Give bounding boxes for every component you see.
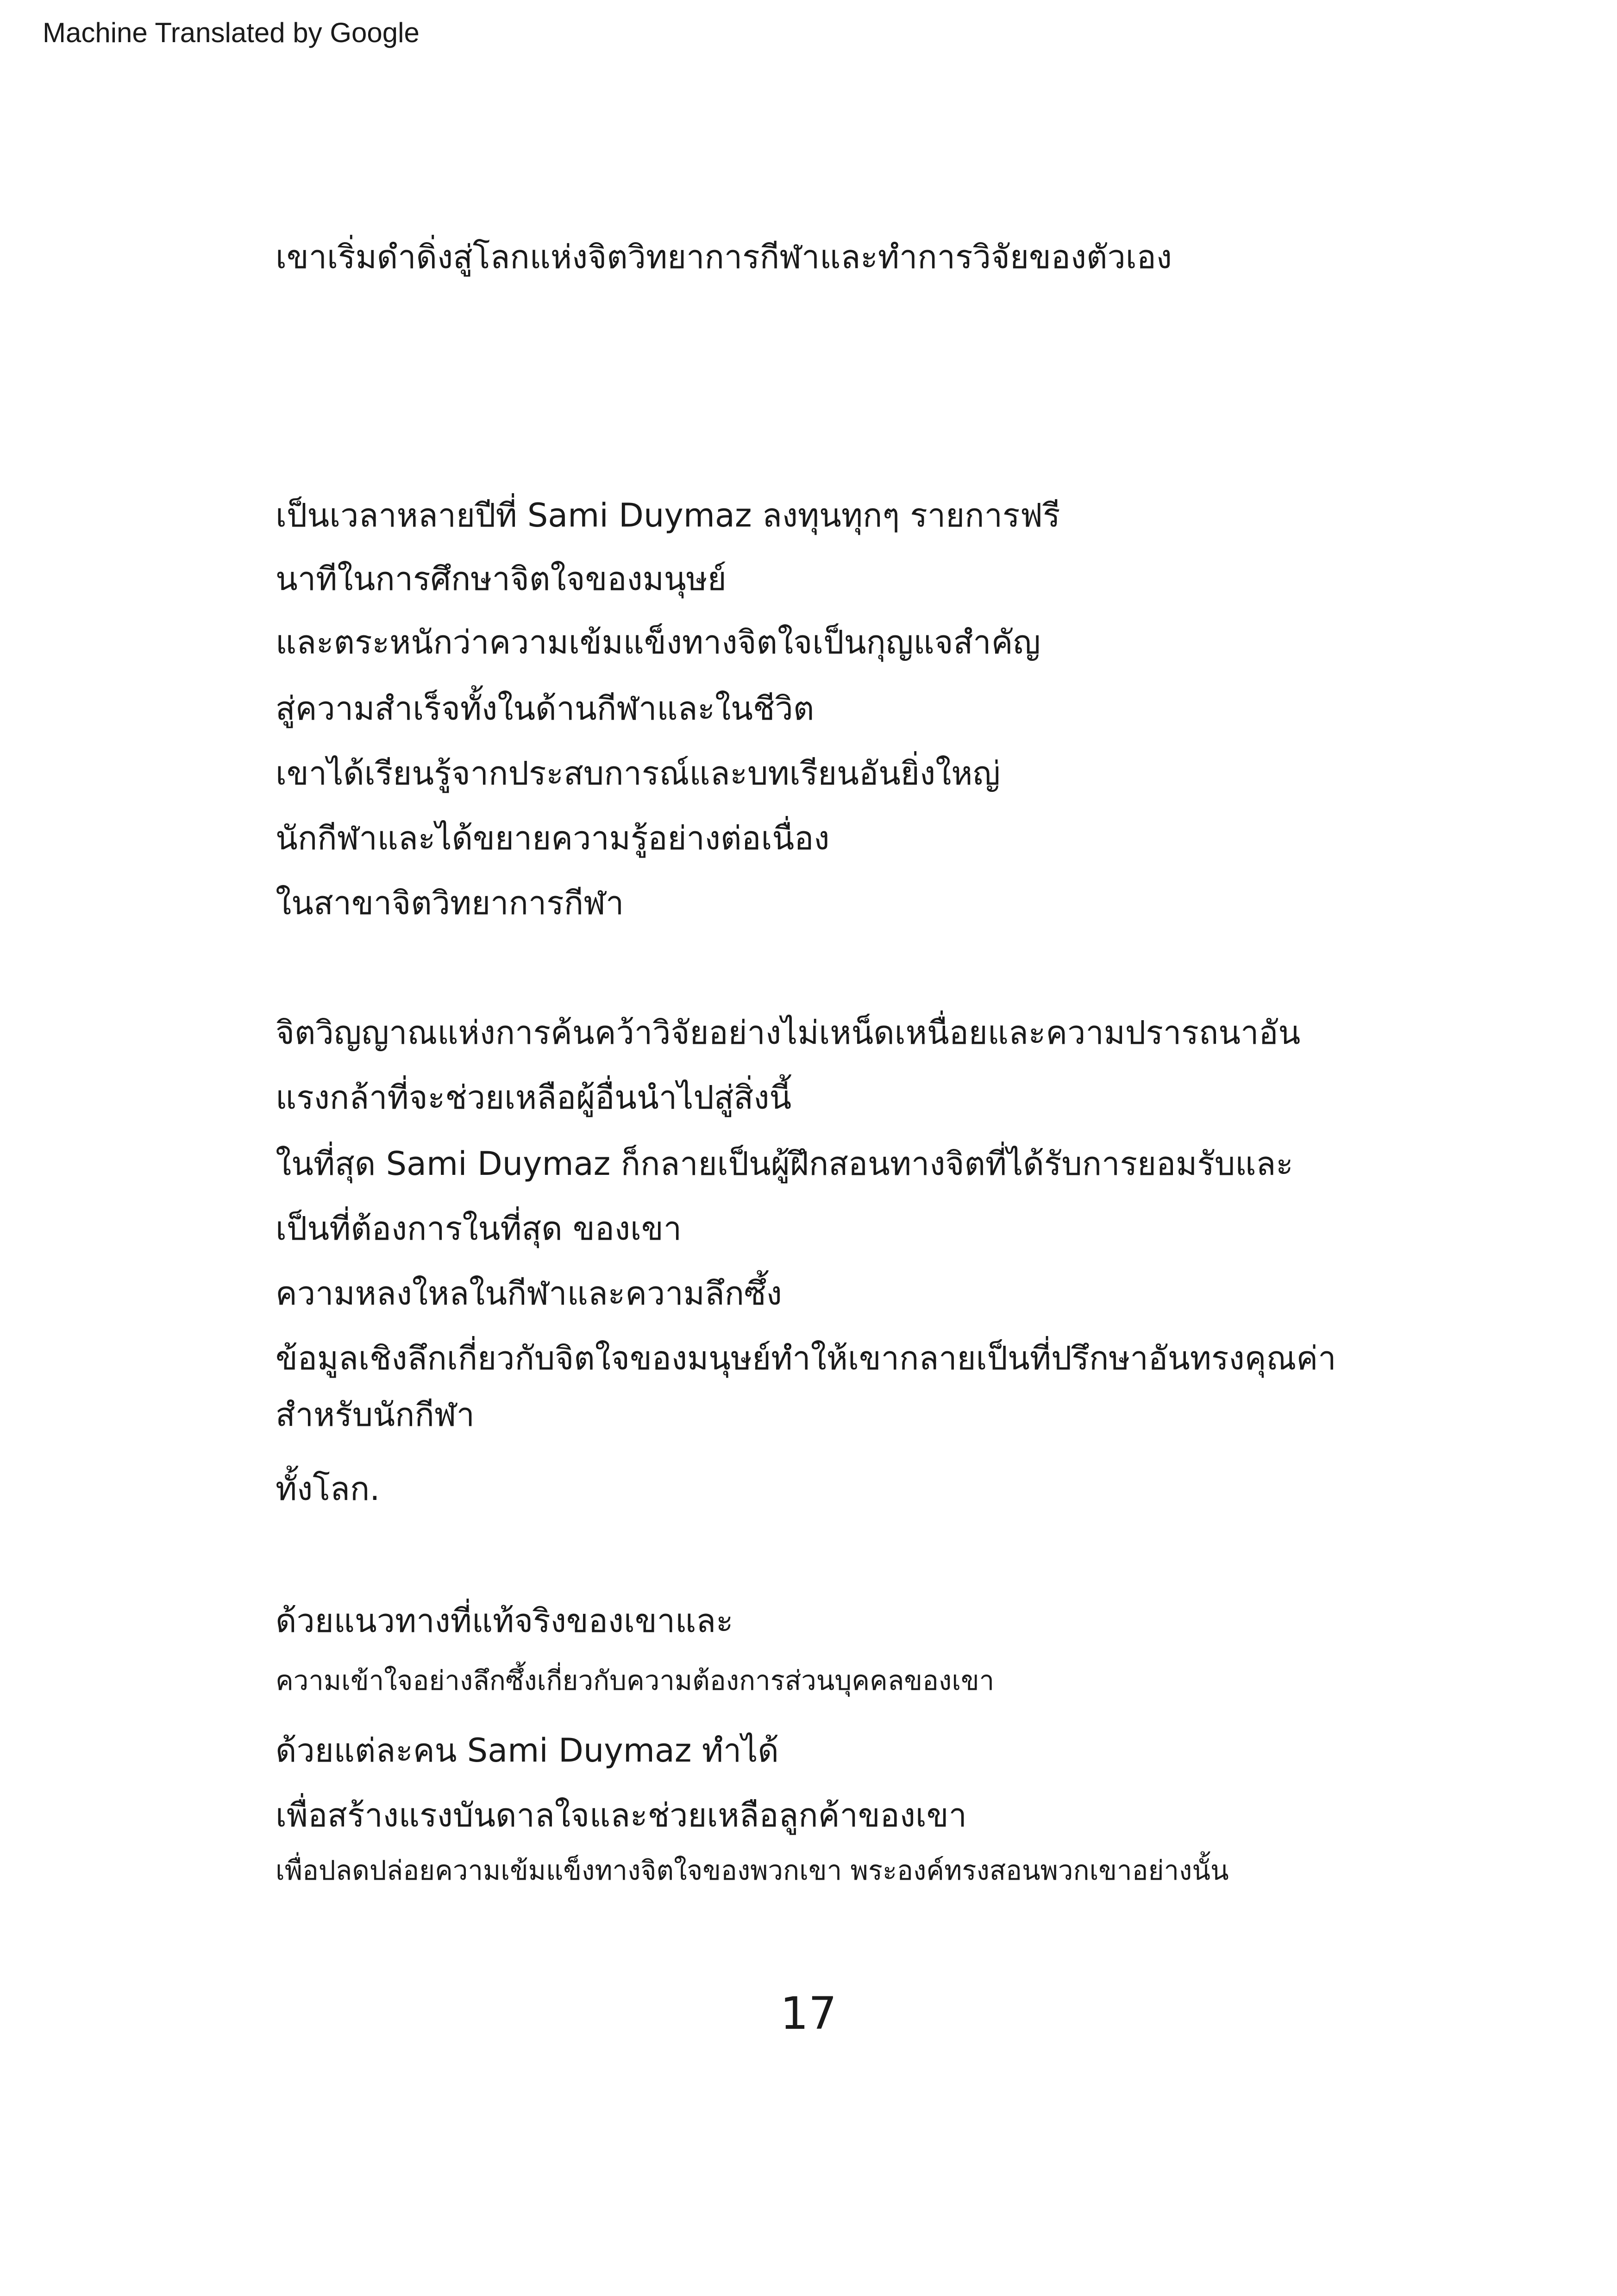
paragraph-2-line: นาทีในการศึกษาจิตใจของมนุษย์: [276, 560, 727, 598]
paragraph-1-line: เขาเริ่มดำดิ่งสู่โลกแห่งจิตวิทยาการกีฬาและทำการวิจัยของตัวเอง: [276, 238, 1172, 276]
paragraph-2-line: ในสาขาจิตวิทยาการกีฬา: [276, 884, 624, 922]
paragraph-3-line: ทั้งโลก.: [276, 1470, 380, 1508]
paragraph-4-line: เพื่อสร้างแรงบันดาลใจและช่วยเหลือลูกค้าของเขา: [276, 1796, 967, 1834]
paragraph-2-line: และตระหนักว่าความเข้มแข็งทางจิตใจเป็นกุญแจสำคัญ: [276, 623, 1041, 661]
paragraph-4-line: ด้วยแต่ละคน Sami Duymaz ทำได้: [276, 1731, 779, 1769]
paragraph-4-line: ด้วยแนวทางที่แท้จริงของเขาและ: [276, 1602, 733, 1640]
paragraph-4-line: ความเข้าใจอย่างลึกซึ้งเกี่ยวกับความต้องการส่วนบุคคลของเขา: [276, 1665, 995, 1696]
paragraph-2-line: นักกีฬาและได้ขยายความรู้อย่างต่อเนื่อง: [276, 819, 830, 857]
paragraph-4-line: เพื่อปลดปล่อยความเข้มแข็งทางจิตใจของพวกเขา พระองค์ทรงสอนพวกเขาอย่างนั้น: [276, 1855, 1229, 1886]
paragraph-3-line: ข้อมูลเชิงลึกเกี่ยวกับจิตใจของมนุษย์ทำให้เขากลายเป็นที่ปรึกษาอันทรงคุณค่า: [276, 1339, 1336, 1377]
paragraph-2-line: เขาได้เรียนรู้จากประสบการณ์และบทเรียนอันยิ่งใหญ่: [276, 754, 1001, 792]
paragraph-3-line: เป็นที่ต้องการในที่สุด ของเขา: [276, 1210, 682, 1248]
machine-translated-label: Machine Translated by Google: [43, 17, 420, 48]
paragraph-2-line: สู่ความสำเร็จทั้งในด้านกีฬาและในชีวิต: [276, 690, 815, 728]
paragraph-3-line: ความหลงใหลในกีฬาและความลึกซึ้ง: [276, 1274, 782, 1312]
paragraph-3-line: ในที่สุด Sami Duymaz ก็กลายเป็นผู้ฝึกสอนทางจิตที่ได้รับการยอมรับและ: [276, 1145, 1293, 1183]
paragraph-2-line: เป็นเวลาหลายปีที่ Sami Duymaz ลงทุนทุกๆ รายการฟรี: [276, 496, 1060, 534]
paragraph-3-line: จิตวิญญาณแห่งการค้นคว้าวิจัยอย่างไม่เหน็ดเหนื่อยและความปรารถนาอัน: [276, 1014, 1301, 1052]
page-number: 17: [780, 1988, 837, 2039]
paragraph-3-line: แรงกล้าที่จะช่วยเหลือผู้อื่นนำไปสู่สิ่งนี้: [276, 1079, 792, 1117]
paragraph-3-line: สำหรับนักกีฬา: [276, 1396, 475, 1434]
